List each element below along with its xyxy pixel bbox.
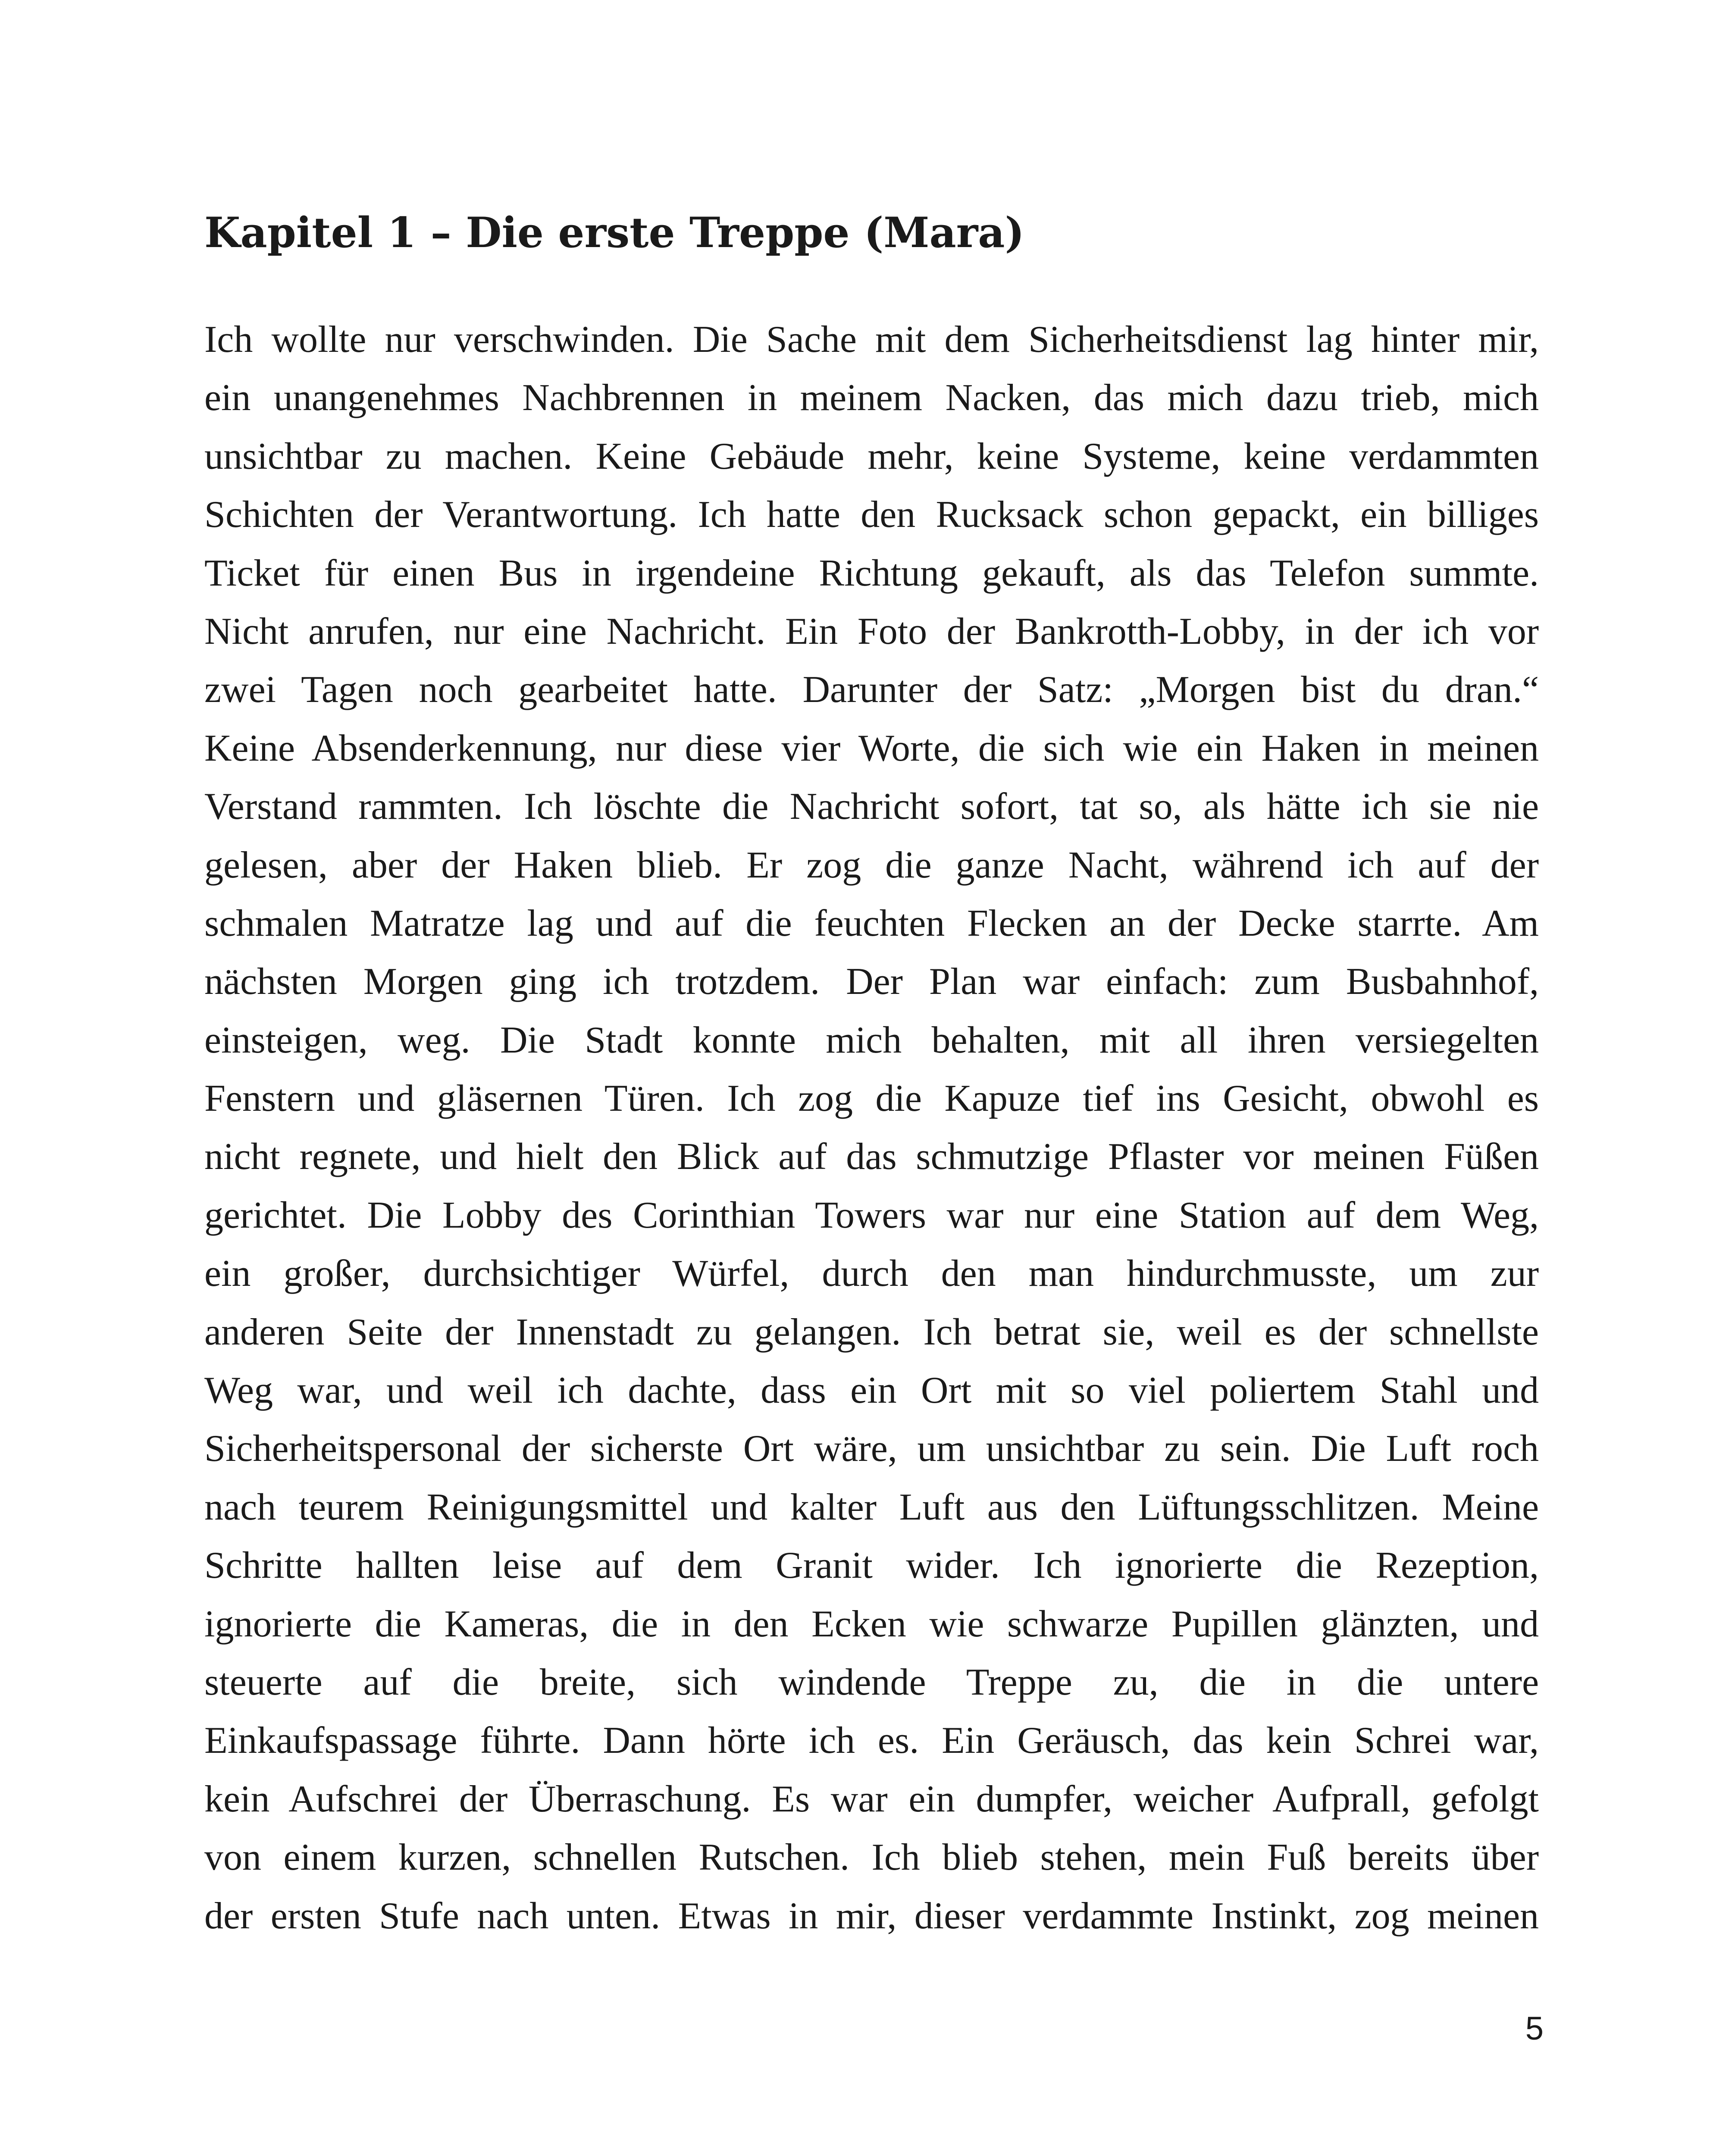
text-line: nächsten Morgen ging ich trotzdem. Der Plan war einfach: zum Busbahnhof, [204, 961, 1539, 1003]
text-line: nicht regnete, und hielt den Blick auf das schmutzige Pflaster vor meinen Füßen [204, 1136, 1539, 1178]
text-line: Nicht anrufen, nur eine Nachricht. Ein Foto der Bankrotth-Lobby, in der ich vor [204, 610, 1539, 652]
text-line: Ticket für einen Bus in irgendeine Richtung gekauft, als das Telefon summte. [204, 552, 1539, 594]
text-line: der ersten Stufe nach unten. Etwas in mir, dieser verdammte Instinkt, zog meinen [204, 1895, 1539, 1937]
text-line: Weg war, und weil ich dachte, dass ein Ort mit so viel poliertem Stahl und [204, 1369, 1539, 1412]
text-line: Schichten der Verantwortung. Ich hatte den Rucksack schon gepackt, ein billiges [204, 494, 1539, 536]
text-line: zwei Tagen noch gearbeitet hatte. Darunter der Satz: „Morgen bist du dran.“ [204, 669, 1539, 711]
page-number: 5 [1525, 2010, 1544, 2047]
text-line: schmalen Matratze lag und auf die feuchten Flecken an der Decke starrte. Am [204, 902, 1539, 944]
text-line: nach teurem Reinigungsmittel und kalter Luft aus den Lüftungsschlitzen. Meine [204, 1486, 1539, 1528]
chapter-title: Kapitel 1 – Die erste Treppe (Mara) [204, 208, 1024, 257]
text-line: gelesen, aber der Haken blieb. Er zog die ganze Nacht, während ich auf der [204, 844, 1539, 886]
text-line: gerichtet. Die Lobby des Corinthian Towers war nur eine Station auf dem Weg, [204, 1194, 1539, 1236]
text-line: kein Aufschrei der Überraschung. Es war ein dumpfer, weicher Aufprall, gefolgt [204, 1778, 1539, 1820]
text-line: Schritte hallten leise auf dem Granit wider. Ich ignorierte die Rezeption, [204, 1545, 1539, 1587]
text-line: anderen Seite der Innenstadt zu gelangen. Ich betrat sie, weil es der schnellste [204, 1311, 1539, 1353]
text-line: von einem kurzen, schnellen Rutschen. Ich blieb stehen, mein Fuß bereits über [204, 1836, 1539, 1879]
text-line: Verstand rammten. Ich löschte die Nachricht sofort, tat so, als hätte ich sie nie [204, 786, 1539, 828]
text-line: Keine Absenderkennung, nur diese vier Worte, die sich wie ein Haken in meinen [204, 727, 1539, 769]
text-line: Fenstern und gläsernen Türen. Ich zog die Kapuze tief ins Gesicht, obwohl es [204, 1078, 1539, 1120]
text-line: Einkaufspassage führte. Dann hörte ich es. Ein Geräusch, das kein Schrei war, [204, 1720, 1539, 1762]
text-line: einsteigen, weg. Die Stadt konnte mich behalten, mit all ihren versiegelten [204, 1019, 1539, 1061]
text-line: ein unangenehmes Nachbrennen in meinem Nacken, das mich dazu trieb, mich [204, 377, 1539, 419]
text-line: steuerte auf die breite, sich windende Treppe zu, die in die untere [204, 1661, 1539, 1703]
body-text [204, 310, 1539, 1945]
text-line: Ich wollte nur verschwinden. Die Sache mit dem Sicherheitsdienst lag hinter mir, [204, 319, 1539, 360]
text-line: Sicherheitspersonal der sicherste Ort wäre, um unsichtbar zu sein. Die Luft roch [204, 1428, 1539, 1470]
text-line: ignorierte die Kameras, die in den Ecken wie schwarze Pupillen glänzten, und [204, 1603, 1539, 1645]
text-line: unsichtbar zu machen. Keine Gebäude mehr, keine Systeme, keine verdammten [204, 435, 1539, 477]
text-line: ein großer, durchsichtiger Würfel, durch den man hindurchmusste, um zur [204, 1253, 1539, 1295]
